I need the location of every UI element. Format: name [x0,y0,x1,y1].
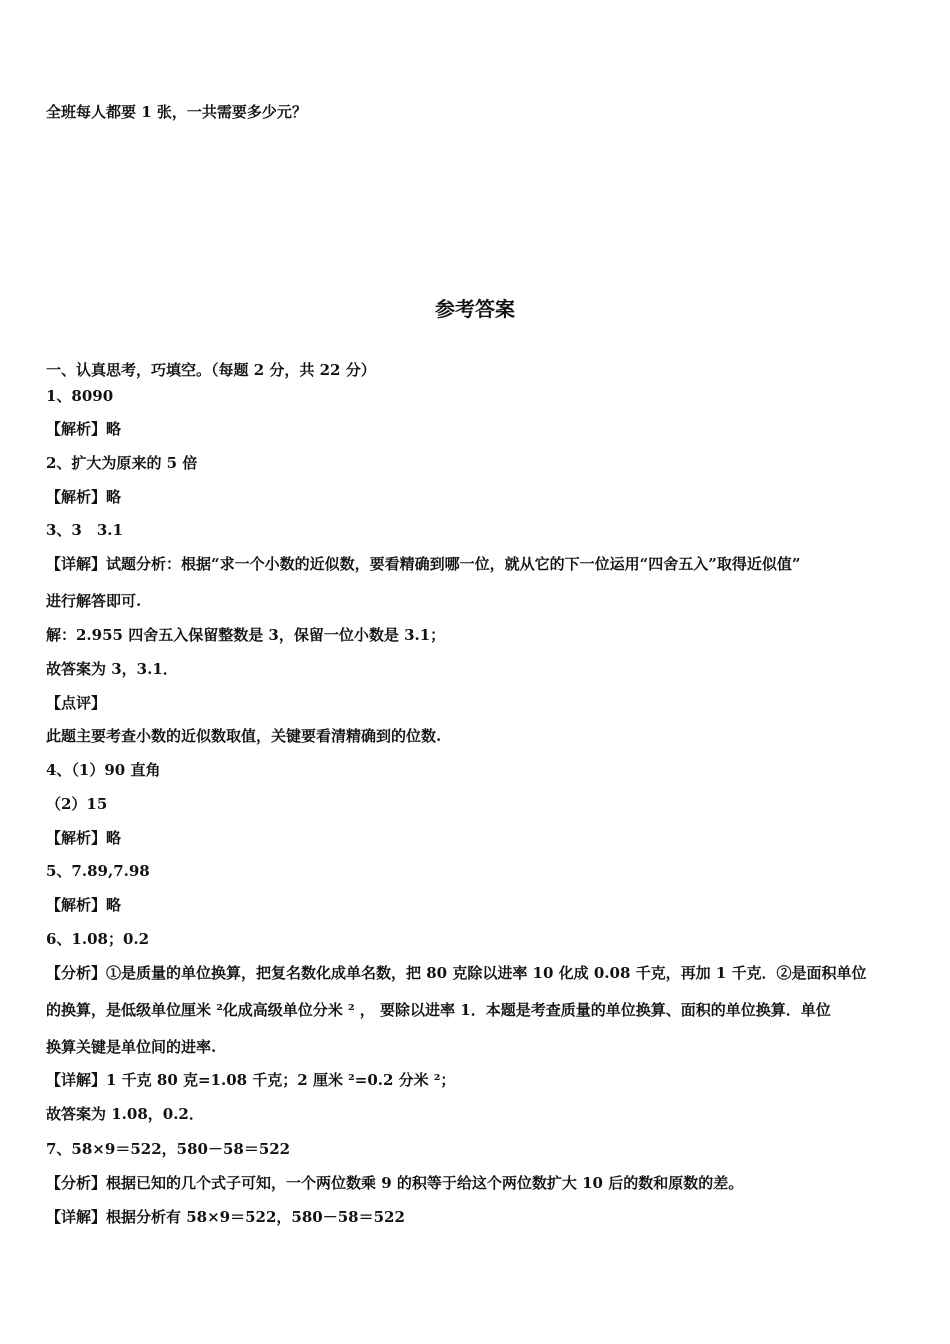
answer-4-part-2: （2）15 [46,795,108,813]
comment-3: 此题主要考查小数的近似数取值，关键要看清精确到的位数. [46,727,442,745]
analysis-6-line-2: 的换算，是低级单位厘米 ²化成高级单位分米 ² ， 要除以进率 1．本题是考查质量的单位换算、面积的单位换算．单位 [46,1001,831,1019]
answer-1: 1、8090 [46,387,114,405]
answer-3: 3、3 3.1 [46,521,123,539]
analysis-6-line-3: 换算关键是单位间的进率. [46,1038,217,1056]
analysis-6-line-1: 【分析】①是质量的单位换算，把复名数化成单名数，把 80 克除以进率 10 化成 0.08 千克，再加 1 千克．②是面积单位 [46,964,867,982]
comment-label-3: 【点评】 [46,694,107,712]
detail-3-line-1: 【详解】试题分析：根据“求一个小数的近似数，要看精确到哪一位，就从它的下一位运用“四舍五入”取得近似值” [46,555,801,573]
answer-6: 6、1.08；0.2 [46,930,150,948]
detail-7: 【详解】根据分析有 58×9＝522，580－58＝522 [46,1208,405,1226]
answer-4-part-1: 4、（1）90 直角 [46,761,161,779]
analysis-1: 【解析】略 [46,420,122,438]
conclusion-3: 故答案为 3，3.1． [46,660,178,678]
detail-3-line-2: 进行解答即可. [46,592,142,610]
answer-title: 参考答案 [435,297,515,321]
analysis-4: 【解析】略 [46,829,122,847]
detail-6: 【详解】1 千克 80 克=1.08 千克；2 厘米 ²=0.2 分米 ²； [46,1071,456,1089]
conclusion-6: 故答案为 1.08，0.2． [46,1105,204,1123]
analysis-2: 【解析】略 [46,488,122,506]
solution-3: 解：2.955 四舍五入保留整数是 3，保留一位小数是 3.1； [46,626,446,644]
analysis-5: 【解析】略 [46,896,122,914]
question-tail: 全班每人都要 1 张，一共需要多少元？ [46,103,307,121]
answer-7: 7、58×9＝522，580－58＝522 [46,1140,291,1158]
section-heading: 一、认真思考，巧填空。（每题 2 分，共 22 分） [46,361,376,379]
analysis-7: 【分析】根据已知的几个式子可知，一个两位数乘 9 的积等于给这个两位数扩大 10 后的数和原数的差。 [46,1174,744,1192]
answer-5: 5、7.89,7.98 [46,862,150,880]
answer-2: 2、扩大为原来的 5 倍 [46,454,198,472]
